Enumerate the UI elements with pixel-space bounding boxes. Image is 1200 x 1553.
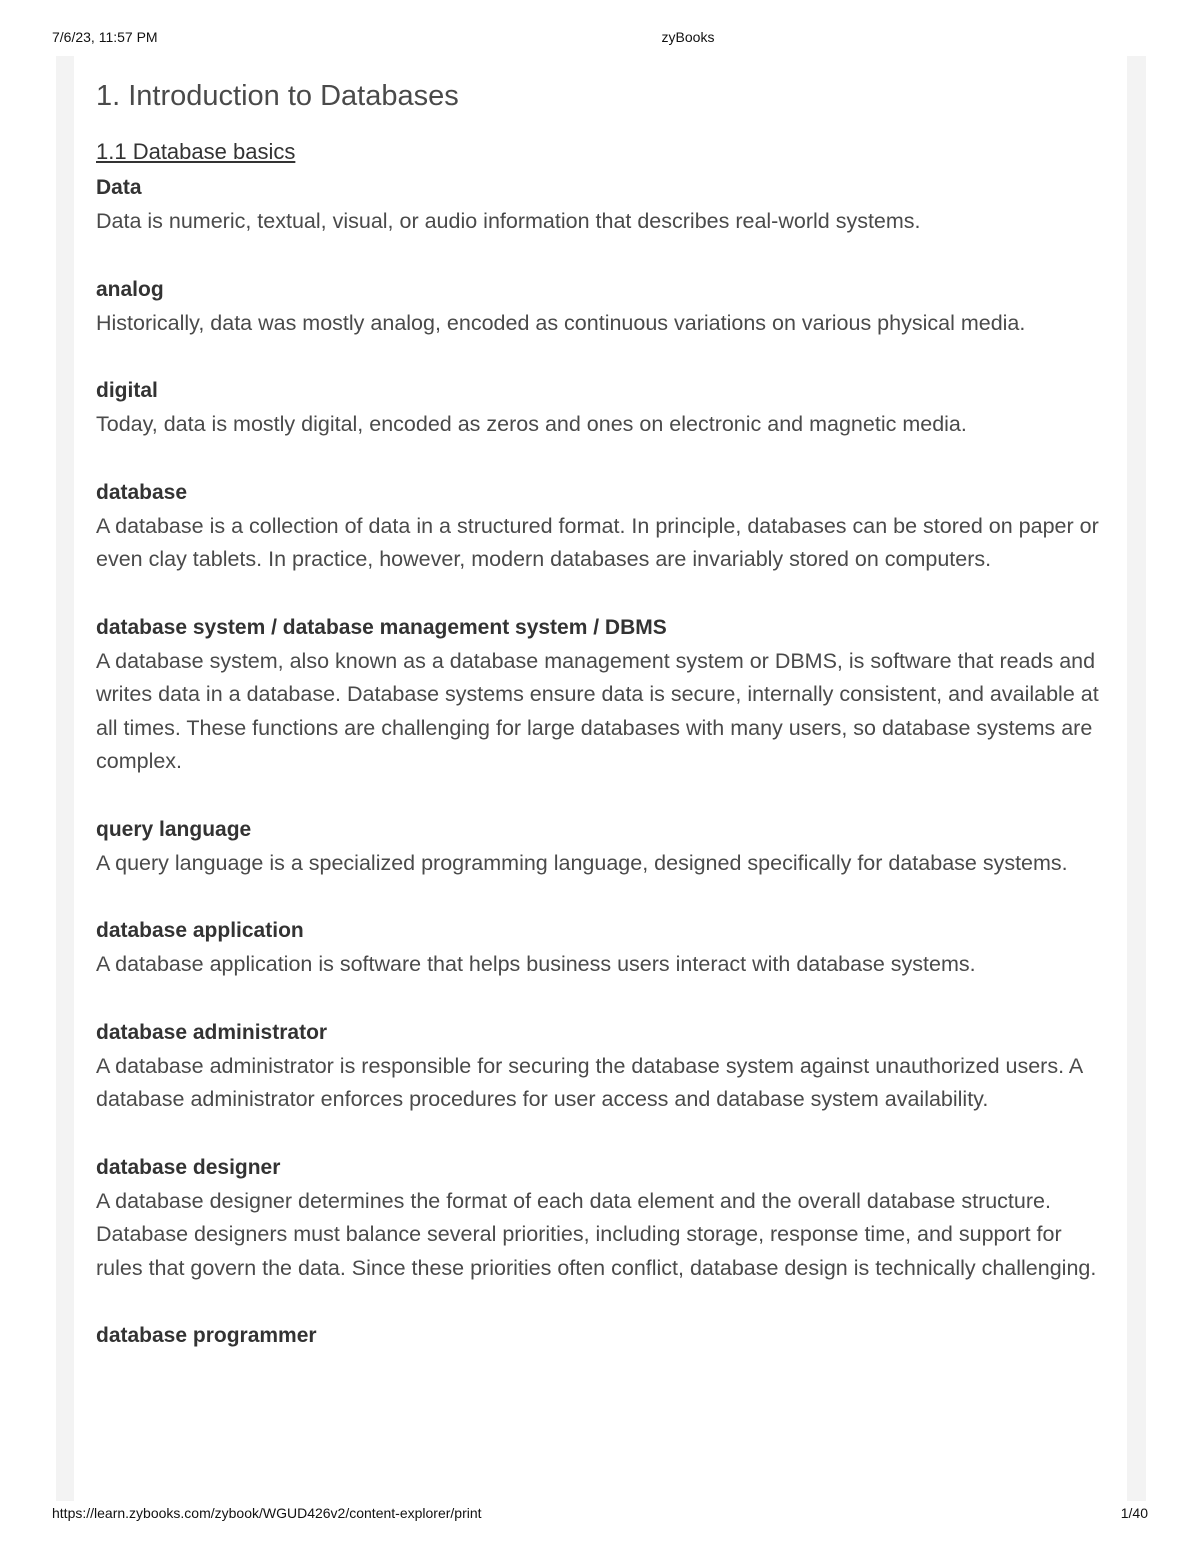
- term-block: [96, 171, 1106, 239]
- term-title: digital: [96, 379, 158, 402]
- term-definition: A database administrator is responsible for securing the database system against unauthorized users. A database administrator enforces procedures for user access and database system availability.: [96, 1053, 1082, 1111]
- page-indicator: 1/40: [1120, 1505, 1148, 1521]
- term-block: [96, 1151, 1106, 1286]
- print-footer: [0, 1505, 1200, 1525]
- term-block: [96, 813, 1106, 881]
- print-site-title: zyBooks: [661, 29, 715, 45]
- term-definition: Today, data is mostly digital, encoded as zeros and ones on electronic and magnetic media.: [96, 412, 967, 436]
- term-definition: Data is numeric, textual, visual, or audio information that describes real-world systems.: [96, 209, 921, 233]
- term-definition: A query language is a specialized programming language, designed specifically for database systems.: [96, 850, 1068, 875]
- term-title: database programmer: [96, 1324, 317, 1347]
- term-block: [96, 374, 1106, 442]
- term-block: [96, 611, 1106, 779]
- term-definition: A database system, also known as a database management system or DBMS, is software that reads and writes data in a database. Database systems ensure data is secure, internally consistent, and available at all times. These functions are challenging for large databases with many users, so database systems are complex.: [96, 648, 1099, 773]
- print-datetime: 7/6/23, 11:57 PM: [52, 29, 158, 45]
- term-title: analog: [96, 277, 164, 301]
- term-title: query language: [96, 817, 252, 841]
- term-definition: A database application is software that helps business users interact with database systems.: [96, 952, 976, 976]
- chapter-title: 1. Introduction to Databases: [96, 80, 459, 112]
- term-title: database designer: [96, 1155, 281, 1179]
- term-definition: Historically, data was mostly analog, encoded as continuous variations on various physical media.: [96, 310, 1026, 335]
- print-header: [0, 29, 1200, 49]
- term-title: Data: [96, 176, 142, 199]
- term-block: [96, 1319, 1106, 1353]
- term-title: database application: [96, 919, 304, 942]
- term-block: [96, 476, 1106, 577]
- term-block: [96, 1016, 1106, 1117]
- term-definition: A database is a collection of data in a structured format. In principle, databases can be stored on paper or even clay tablets. In practice, however, modern databases are invariably stored on computers.: [96, 513, 1099, 571]
- content-body: [96, 76, 1106, 1353]
- print-url: https://learn.zybooks.com/zybook/WGUD426v2/content-explorer/print: [52, 1505, 482, 1521]
- term-definition: A database designer determines the format of each data element and the overall database structure. Database designers must balance several priorities, including storage, response time, and support for rules that govern the data. Since these priorities often conflict, database design is technically challenging.: [96, 1188, 1097, 1280]
- term-title: database system / database management system / DBMS: [96, 615, 667, 639]
- term-block: [96, 273, 1106, 341]
- term-block: [96, 914, 1106, 982]
- term-title: database: [96, 480, 188, 504]
- section-link-database-basics[interactable]: 1.1 Database basics: [96, 139, 296, 164]
- term-title: database administrator: [96, 1020, 328, 1044]
- content-panel: [74, 56, 1127, 1501]
